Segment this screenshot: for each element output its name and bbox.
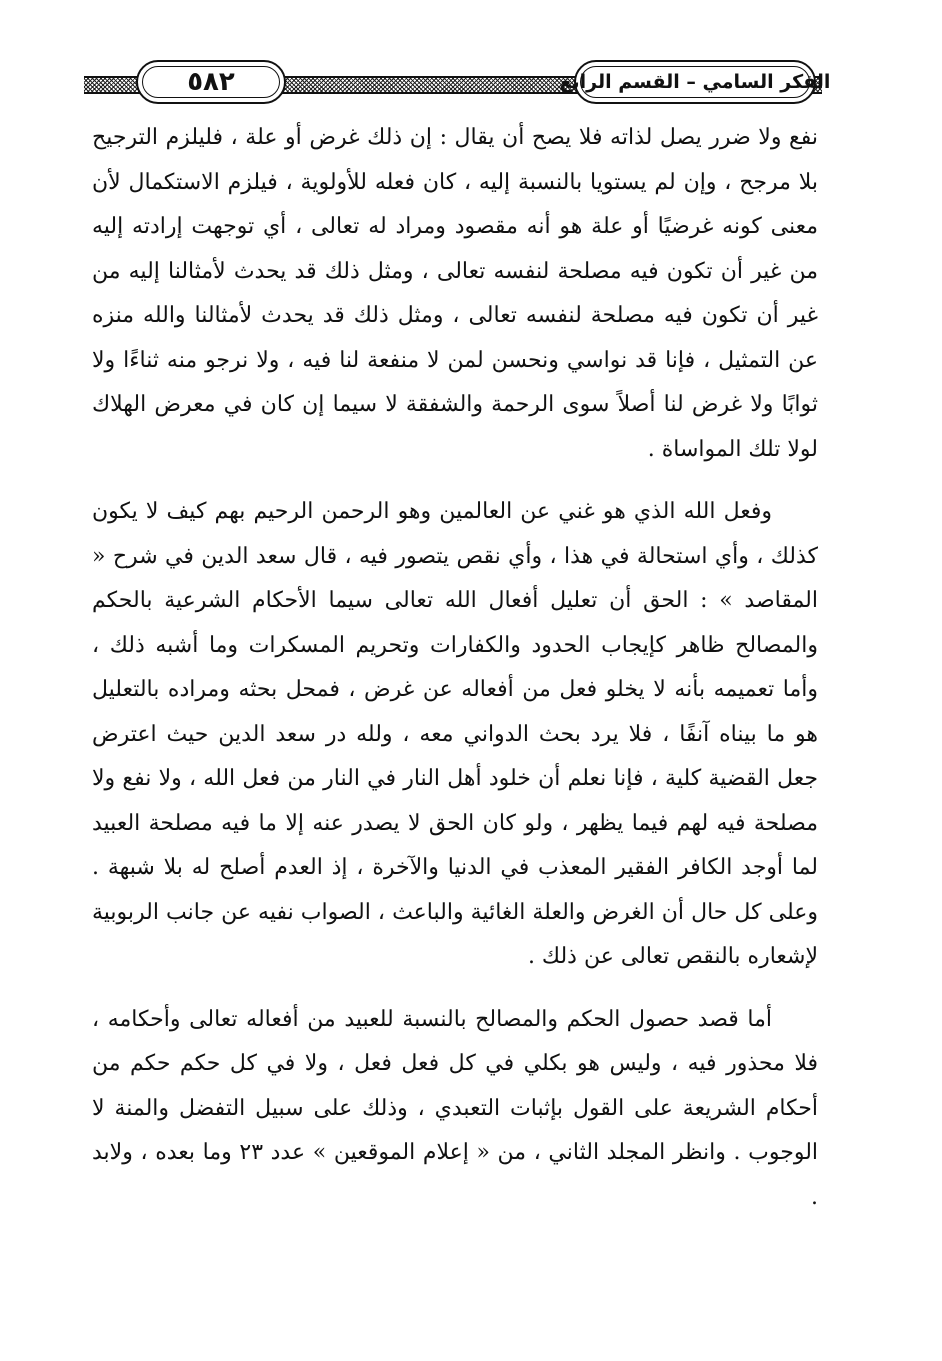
paragraph-saad-al-din: وفعل الله الذي هو غني عن العالمين وهو الرحمن الرحيم بهم كيف لا يكون كذلك ، وأي استحالة في هذا ، وأي نقص يتصور فيه ، قال سعد الدين في شرح « المقاصد » : الحق أن تعليل أفعال الله تعالى سيما الأحكام الشرعية بالحكم والمصالح ظاهر كإيجاب الحدود والكفارات وتحريم المسكرات وما أشبه ذلك ، وأما تعميمه بأنه لا يخلو فعل من أفعاله عن غرض ، فمحل بحثه ومراده بالتعليل هو ما بيناه آنفًا ، فلا يرد بحث الدواني معه ، ولله در سعد الدين حيث اعترض جعل القضية كلية ، فإنا نعلم أن خلود أهل النار في النار من فعل الله ، ولا نفع ولا مصلحة فيه لهم فيما يظهر ، ولو كان الحق لا يصدر عنه إلا ما فيه مصلحة العبيد لما أوجد الكافر الفقير المعذب في الدنيا والآخرة ، إذ العدم أصلح له بلا شبهة . وعلى كل حال أن الغرض والعلة الغائية والباعث ، الصواب نفيه عن جانب الربوبية لإشعاره بالنقص تعالى عن ذلك . (92, 499, 818, 969)
paragraph-conclusion: أما قصد حصول الحكم والمصالح بالنسبة للعبيد من أفعاله تعالى وأحكامه ، فلا محذور فيه ، وليس هو بكلي في كل فعل فعل ، ولا في كل حكم حكم من أحكام الشريعة على القول بإثبات التعبدي ، وذلك على سبيل التفضل والمنة لا الوجوب . وانظر المجلد الثاني ، من « إعلام الموقعين » عدد ٢٣ وما بعده ، ولابد . (92, 1006, 819, 1210)
page-body (92, 116, 818, 1220)
page-number: ٥٨٢ (187, 67, 235, 97)
running-title-frame (559, 60, 831, 104)
page-header (84, 58, 831, 108)
page-number-frame (136, 60, 286, 104)
running-title: الفكر السامي – القسم الرابع (559, 71, 831, 93)
paragraph-continuation: نفع ولا ضرر يصل لذاته فلا يصح أن يقال : إن ذلك غرض أو علة ، فليلزم الترجيح بلا مرجح ، وإن لم يستويا بالنسبة إليه ، كان فعله للأولوية ، فيلزم الاستكمال لأن معنى كونه غرضيًا أو علة هو أنه مقصود ومراد له تعالى ، أي توجهت إرادته إليه من غير أن تكون فيه مصلحة لنفسه تعالى ، ومثل ذلك قد يحدث لأمثالنا إليه من غير أن تكون فيه مصلحة لنفسه تعالى ، ومثل ذلك قد يحدث لأمثالنا والله منزه عن التمثيل ، فإنا قد نواسي ونحسن لمن لا منفعة لنا فيه ، ولا نرجو منه ثناءًا ولا ثوابًا ولا غرض لنا أصلاً سوى الرحمة والشفقة لا سيما إن كان في معرض الهلاك لولا تلك المواساة . (92, 125, 818, 462)
